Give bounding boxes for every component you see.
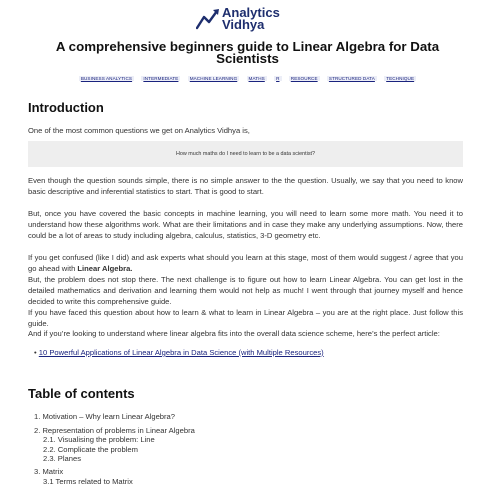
intro-paragraph-4 [28,252,463,274]
article-link-item [34,347,324,358]
intro-paragraph-6: If you have faced this question about how to learn & what to learn in Linear Algebra – you are at the right place. Just follow this guide. [28,308,463,328]
applications-article-link[interactable]: 10 Powerful Applications of Linear Algebra in Data Science (with Multiple Resources) [38,348,324,357]
tag-maths[interactable]: MATHS [248,76,265,81]
quote-box [28,141,463,167]
toc-item-2-1[interactable] [34,435,155,445]
intro-heading: Introduction [28,100,104,115]
tag-resource[interactable]: RESOURCE [290,76,318,81]
bullet-dot: • [34,348,39,357]
intro-paragraph-5: But, the problem does not stop there. The next challenge is to figure out how to learn Linear Algebra. You can get lost in the detailed mathematics and derivation and learning them would not help as much! I went through that journey myself and hence decided to write this comprehensive guide. [28,275,463,306]
site-logo[interactable] [196,4,280,34]
toc-item-2[interactable]: 2. Representation of problems in Linear Algebra [34,426,195,435]
logo-text [222,7,280,31]
toc-heading: Table of contents [28,386,135,401]
tag-business-analytics[interactable]: BUSINESS ANALYTICS [80,76,133,81]
trend-arrow-icon [196,8,220,30]
intro-paragraph-4-text: If you get confused (like I did) and ask experts what should you learn at this stage, most of them would suggest / agree that you go ahead with [28,253,463,273]
toc-item-2-2-label: 2.2. Complicate the problem [43,444,138,454]
toc-item-3-1[interactable] [34,477,133,487]
toc-item-2-2[interactable] [34,445,138,455]
logo-line2: Vidhya [222,17,265,32]
intro-paragraph-1: One of the most common questions we get on Analytics Vidhya is, [28,126,250,135]
tag-intermediate[interactable]: INTERMEDIATE [143,76,179,81]
tag-technique[interactable]: TECHNIQUE [386,76,415,81]
toc-item-3-1-label: 3.1 Terms related to Matrix [43,476,133,486]
toc-item-2-3[interactable] [34,454,81,464]
intro-paragraph-7: And if you’re looking to understand where linear algebra fits into the overall data science scheme, here’s the perfect article: [28,329,440,338]
logo-line1: Analytics [222,5,280,20]
toc-item-3[interactable]: 3. Matrix [34,467,64,476]
linear-algebra-emphasis: Linear Algebra. [77,264,133,273]
tag-structured-data[interactable]: STRUCTURED DATA [328,76,375,81]
toc-item-2-3-label: 2.3. Planes [43,454,81,463]
article-title: A comprehensive beginners guide to Linear Algebra for Data Scientists [55,39,440,66]
toc-item-2-1-label: 2.1. Visualising the problem: Line [43,435,155,444]
intro-paragraph-3: But, once you have covered the basic concepts in machine learning, you will need to learn some more math. You need it to understand how these algorithms work. What are their limitations and in case they make any underlying assumptions. Now, there could be a lot of areas to study including algebra, calculus, statistics, 3-D geometry etc. [28,209,463,240]
quote-text: How much maths do I need to learn to be a data scientist? [175,151,316,157]
tag-machine-learning[interactable]: MACHINE LEARNING [189,76,238,81]
tag-r[interactable]: R [276,76,280,81]
intro-paragraph-2: Even though the question sounds simple, there is no simple answer to the the question. Usually, we say that you need to know basic descriptive and inferential statistics to start. That is good to start. [28,176,463,196]
tag-list [0,76,495,81]
toc-item-1[interactable]: 1. Motivation – Why learn Linear Algebra? [34,412,175,421]
